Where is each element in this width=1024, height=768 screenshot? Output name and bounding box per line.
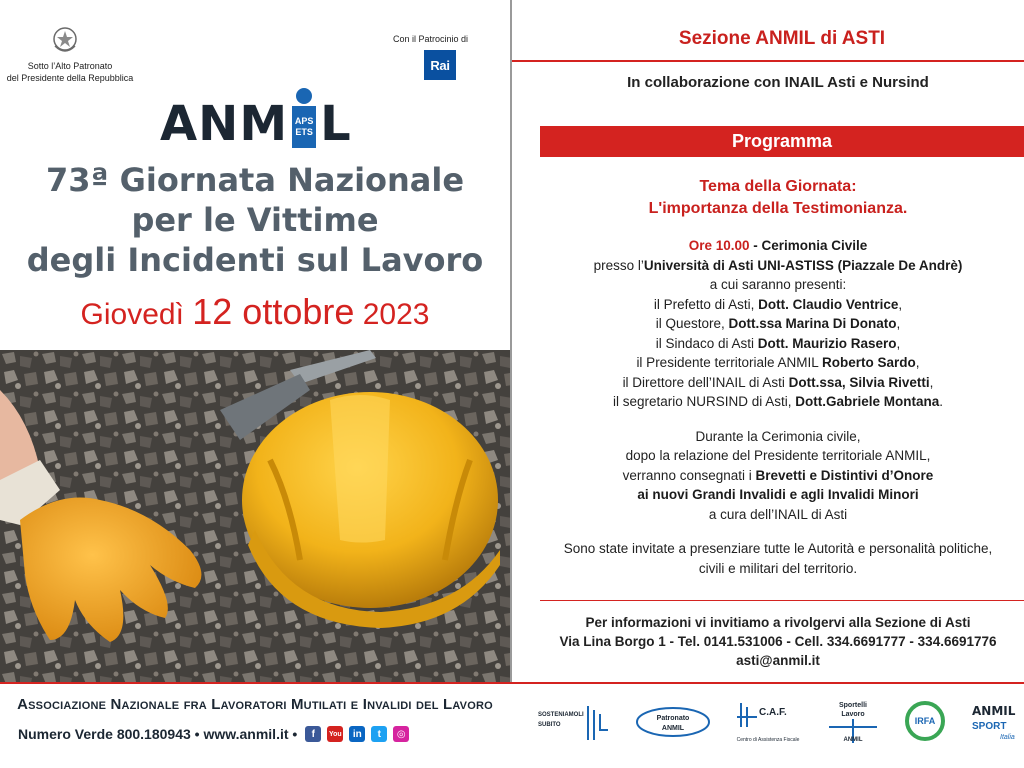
svg-text:Patronato: Patronato (656, 715, 689, 722)
presente-name: Dott. Claudio Ventrice (758, 296, 899, 312)
patronato-text (0, 60, 140, 84)
presente-role: il Presidente territoriale ANMIL (636, 355, 823, 370)
svg-text:ANMIL: ANMIL (843, 737, 863, 743)
numero-verde-text: Numero Verde 800.180943 • www.anmil.it • (18, 726, 298, 742)
spacer (512, 412, 1024, 427)
svg-text:C.A.F.: C.A.F. (759, 707, 787, 718)
event-date (0, 292, 510, 335)
headline-line-2: per le Vittime (131, 201, 379, 239)
logo-last-letter: L (320, 96, 351, 152)
invitate-line-1: Sono state invitate a presenziare tutte le Autorità e personalità politiche, (563, 541, 993, 556)
presente-role: il Questore, (655, 316, 729, 331)
presente-punct: , (915, 355, 920, 370)
social-icons (305, 726, 409, 742)
numero-verde (18, 726, 409, 742)
presente-item (512, 295, 1024, 315)
presente-punct: , (896, 316, 901, 331)
ceremony-title: - Cerimonia Civile (749, 238, 868, 253)
presente-punct: , (929, 374, 934, 390)
top-red-rule (512, 60, 1024, 62)
durante-line-4 (512, 485, 1024, 505)
presente-name: Dott.ssa, Silvia Rivetti (788, 374, 930, 390)
tema-line-2: L'importanza della Testimonianza. (648, 200, 908, 217)
logo-text: ANM (160, 96, 289, 152)
presente-name: Roberto Sardo (822, 355, 916, 370)
programme-body (512, 236, 1024, 578)
tema-line-1: Tema della Giornata: (699, 178, 857, 195)
svg-text:IRFA: IRFA (915, 716, 936, 726)
ceremony-line (512, 236, 1024, 256)
venue-line (512, 256, 1024, 276)
presente-punct: . (939, 394, 944, 409)
date-day: Giovedì (80, 298, 184, 331)
presente-item (512, 334, 1024, 354)
presente-item (512, 373, 1024, 393)
headline-line-1: 73ª Giornata Nazionale (45, 161, 465, 199)
bottom-red-rule (540, 600, 1024, 601)
presenti-list (512, 295, 1024, 412)
presente-role: il Prefetto di Asti, (653, 296, 759, 312)
irfa-logo (902, 699, 948, 745)
sezione-title: Sezione ANMIL di ASTI (678, 28, 886, 49)
invitate-line-2: civili e militari del territorio. (698, 560, 858, 576)
svg-text:SPORT: SPORT (971, 721, 1007, 732)
twitter-icon[interactable]: t (371, 726, 387, 742)
presente-item (512, 392, 1024, 412)
linkedin-icon[interactable]: in (349, 726, 365, 742)
partner-logos (536, 692, 1024, 752)
svg-text:Sportelli: Sportelli (838, 702, 867, 709)
presenti-intro: a cui saranno presenti: (709, 277, 847, 292)
facebook-icon[interactable]: f (305, 726, 321, 742)
sportelli-lavoro-logo (825, 697, 881, 747)
venue-name: Università di Asti UNI-ASTISS (643, 257, 834, 273)
patronato-line-1: Sotto l’Alto Patronato (27, 61, 113, 71)
presente-name: Dott.Gabriele Montana (795, 394, 940, 409)
anmil-sport-logo (970, 699, 1020, 745)
presente-item (512, 353, 1024, 373)
presente-role: il Direttore dell’INAIL di Asti (622, 374, 789, 390)
logo-tag-aps: APS (294, 116, 314, 126)
logo-tag (292, 106, 316, 148)
date-year: 2023 (362, 298, 430, 331)
presente-role: il Sindaco di Asti (655, 335, 758, 351)
venue-pre: presso l’ (593, 257, 644, 273)
logo-tag-ets: ETS (295, 127, 313, 137)
logo-i-mark (290, 88, 318, 148)
durante-line-3 (512, 466, 1024, 486)
tema-giornata (512, 176, 1024, 220)
durante-line-2: dopo la relazione del Presidente territoriale ANMIL, (625, 448, 931, 463)
presente-punct: , (896, 335, 901, 351)
info-address-phone: Via Lina Borgo 1 - Tel. 0141.531006 - Cell. 334.6691777 - 334.6691776 (559, 634, 997, 649)
event-headline (0, 160, 510, 280)
footer (0, 684, 1024, 768)
association-name: Associazione Nazionale fra Lavoratori Mutilati e Invalidi del Lavoro (17, 696, 493, 713)
durante-4-bold: ai nuovi Grandi Invalidi e agli Invalidi Minori (637, 487, 919, 502)
durante-line-1: Durante la Cerimonia civile, (695, 428, 861, 444)
info-email: asti@anmil.it (736, 653, 820, 668)
patronato-anmil-logo (634, 700, 712, 744)
durante-3-bold: Brevetti e Distintivi d’Onore (755, 467, 934, 483)
svg-text:ANMIL: ANMIL (661, 725, 684, 732)
hard-hat-glove-photo (0, 350, 510, 682)
youtube-icon[interactable]: You (327, 726, 343, 742)
presente-item (512, 314, 1024, 334)
contact-info (512, 613, 1024, 670)
svg-text:SOSTENIAMOLI: SOSTENIAMOLI (538, 712, 584, 718)
svg-text:Lavoro: Lavoro (841, 711, 865, 718)
durante-3-pre: verranno consegnati i (622, 467, 756, 483)
anmil-logo (160, 88, 351, 152)
headline-line-3: degli Incidenti sul Lavoro (26, 241, 484, 279)
right-panel (512, 0, 1024, 682)
presente-name: Dott.ssa Marina Di Donato (728, 316, 897, 331)
programma-label: Programma (731, 131, 833, 151)
collaboration-line: In collaborazione con INAIL Asti e Nursind (627, 74, 929, 91)
date-main: 12 ottobre (192, 291, 355, 332)
presente-name: Dott. Maurizio Rasero (757, 335, 897, 351)
presente-punct: , (898, 296, 903, 312)
patrocinio-label: Con il Patrocinio di (393, 34, 469, 44)
venue-address: (Piazzale De Andrè) (833, 257, 963, 273)
durante-line-5: a cura dell’INAIL di Asti (708, 506, 848, 522)
spacer (512, 524, 1024, 539)
instagram-icon[interactable]: ◎ (393, 726, 409, 742)
patronato-line-2: del Presidente della Repubblica (6, 73, 134, 83)
ceremony-time: Ore 10.00 (688, 238, 750, 253)
rai-logo: Rai (424, 50, 456, 80)
republic-emblem-icon (52, 26, 78, 54)
programma-banner (540, 126, 1024, 157)
sosteniamoli-subito-logo (536, 700, 612, 744)
left-panel (0, 0, 510, 682)
logo-dot (296, 88, 312, 104)
svg-text:Italia: Italia (999, 734, 1015, 741)
svg-text:Centro di Assistenza Fiscale: Centro di Assistenza Fiscale (736, 737, 800, 743)
info-line-1: Per informazioni vi invitiamo a rivolgervi alla Sezione di Asti (585, 615, 971, 630)
presente-role: il segretario NURSIND di Asti, (612, 394, 796, 409)
svg-text:SUBITO: SUBITO (538, 722, 561, 728)
svg-text:ANMIL: ANMIL (971, 704, 1016, 718)
caf-logo (733, 697, 803, 747)
